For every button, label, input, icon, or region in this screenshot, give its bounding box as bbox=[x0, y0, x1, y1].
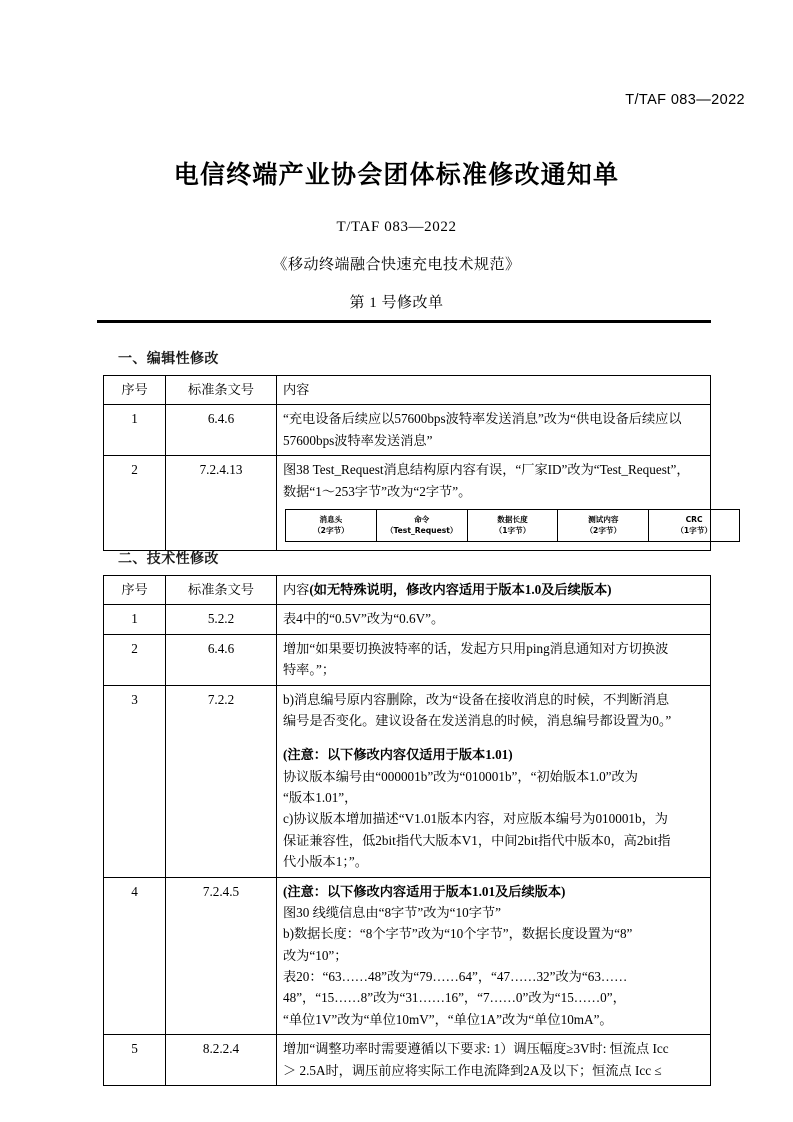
subtitle-standard-code: T/TAF 083—2022 bbox=[336, 219, 457, 235]
content-line: 代小版本1；”。 bbox=[283, 854, 368, 870]
field-size: （Test_Request） bbox=[385, 525, 458, 535]
cell-clause: 7.2.2 bbox=[166, 685, 277, 877]
cell-clause: 8.2.2.4 bbox=[166, 1035, 277, 1086]
content-spacer bbox=[283, 731, 704, 744]
field-name: 命令 bbox=[414, 514, 430, 524]
content-line: “版本1.01”， bbox=[283, 790, 358, 805]
column-header-content-note: (如无特殊说明，修改内容适用于版本1.0及后续版本) bbox=[309, 582, 612, 597]
content-line: 数据“1～253字节”改为“2字节”。 bbox=[283, 483, 472, 499]
table-row bbox=[104, 405, 711, 456]
technical-amendments-table bbox=[103, 575, 711, 1086]
column-header-no: 序号 bbox=[104, 376, 166, 405]
content-line: c)协议版本增加描述“V1.01版本内容，对应版本编号为010001b，为 bbox=[283, 811, 668, 827]
column-header-content-label: 内容 bbox=[283, 582, 310, 597]
table-row bbox=[104, 1035, 711, 1086]
cell-content bbox=[277, 405, 711, 456]
content-line: 增加“如果要切换波特率的话，发起方只用ping消息通知对方切换波 bbox=[283, 640, 669, 656]
message-field-command bbox=[376, 509, 467, 541]
cell-no: 1 bbox=[104, 405, 166, 456]
cell-content bbox=[277, 685, 711, 877]
cell-clause: 5.2.2 bbox=[166, 605, 277, 634]
table-header-row bbox=[104, 376, 711, 405]
content-line: 增加“调整功率时需要遵循以下要求: 1）调压幅度≥3V时: 恒流点 Icc bbox=[283, 1041, 669, 1057]
title-divider-rule bbox=[97, 320, 711, 323]
cell-no: 5 bbox=[104, 1035, 166, 1086]
content-line-note: (注意：以下修改内容仅适用于版本1.01) bbox=[283, 747, 513, 763]
cell-clause: 7.2.4.13 bbox=[166, 456, 277, 551]
content-line: 特率。”； bbox=[283, 662, 336, 678]
cell-no: 2 bbox=[104, 634, 166, 685]
cell-content bbox=[277, 877, 711, 1035]
content-line: 图38 Test_Request消息结构原内容有误，“厂家ID”改为“Test_Request”， bbox=[283, 462, 690, 478]
content-line: b)数据长度：“8个字节”改为“10个字节”，数据长度设置为“8” bbox=[283, 926, 633, 942]
field-size: （2字节） bbox=[313, 525, 349, 535]
table-header-row bbox=[104, 576, 711, 605]
cell-content bbox=[277, 456, 711, 551]
message-field-data-length bbox=[467, 509, 558, 541]
section-heading-editorial: 一、编辑性修改 bbox=[118, 351, 219, 367]
content-line: ＞ 2.5A时，调压前应将实际工作电流降到2A及以下；恒流点 Icc ≤ bbox=[283, 1062, 662, 1078]
content-line: 表4中的“0.5V”改为“0.6V”。 bbox=[283, 611, 445, 627]
editorial-amendments-table bbox=[103, 375, 711, 551]
cell-clause: 6.4.6 bbox=[166, 405, 277, 456]
table-row bbox=[104, 634, 711, 685]
column-header-clause: 标准条文号 bbox=[166, 576, 277, 605]
section-heading-technical: 二、技术性修改 bbox=[118, 551, 219, 567]
field-name: 数据长度 bbox=[497, 514, 528, 524]
content-line-note: (注意：以下修改内容适用于版本1.01及后续版本) bbox=[283, 883, 566, 899]
field-size: （1字节） bbox=[676, 525, 712, 535]
test-request-message-structure-figure bbox=[285, 509, 740, 542]
content-line: 编号是否变化。建议设备在发送消息的时候，消息编号都设置为0。” bbox=[283, 712, 672, 728]
header-standard-code: T/TAF 083—2022 bbox=[625, 92, 745, 108]
table-row bbox=[104, 877, 711, 1035]
content-line: “充电设备后续应以57600bps波特率发送消息”改为“供电设备后续应以 bbox=[283, 411, 682, 427]
page-title: 电信终端产业协会团体标准修改通知单 bbox=[173, 160, 620, 189]
table-row bbox=[104, 685, 711, 877]
content-line: 协议版本编号由“000001b”改为“010001b”，“初始版本1.0”改为 bbox=[283, 768, 638, 784]
content-line: 保证兼容性，低2bit指代大版本V1，中间2bit指代中版本0，高2bit指 bbox=[283, 832, 671, 848]
table-row bbox=[104, 456, 711, 551]
page-header bbox=[0, 92, 793, 108]
content-line: 57600bps波特率发送消息” bbox=[283, 432, 433, 448]
subtitle-amendment-number: 第 1 号修改单 bbox=[349, 295, 444, 311]
field-size: （1字节） bbox=[494, 525, 531, 535]
content-line: 图30 线缆信息由“8字节”改为“10字节” bbox=[283, 904, 501, 920]
content-line: “单位1V”改为“单位10mV”，“单位1A”改为“单位10mA”。 bbox=[283, 1011, 613, 1027]
cell-content bbox=[277, 634, 711, 685]
cell-clause: 6.4.6 bbox=[166, 634, 277, 685]
title-subblock bbox=[0, 219, 793, 312]
content-line: 48”，“15……8”改为“31……16”，“7……0”改为“15……0”， bbox=[283, 990, 626, 1006]
cell-content bbox=[277, 1035, 711, 1086]
column-header-content: 内容 bbox=[277, 376, 711, 405]
message-field-header bbox=[286, 509, 377, 541]
cell-clause: 7.2.4.5 bbox=[166, 877, 277, 1035]
content-line: 表20：“63……48”改为“79……64”，“47……32”改为“63…… bbox=[283, 969, 628, 984]
cell-no: 4 bbox=[104, 877, 166, 1035]
field-name: 消息头 bbox=[319, 514, 343, 524]
cell-content bbox=[277, 605, 711, 634]
field-name: 测试内容 bbox=[588, 514, 619, 524]
column-header-content bbox=[277, 576, 711, 605]
column-header-clause: 标准条文号 bbox=[166, 376, 277, 405]
subtitle-standard-name: 《移动终端融合快速充电技术规范》 bbox=[272, 257, 521, 273]
message-field-test-content bbox=[558, 509, 649, 541]
column-header-no: 序号 bbox=[104, 576, 166, 605]
message-struct-row bbox=[286, 509, 740, 541]
content-line: 改为“10”； bbox=[283, 947, 348, 963]
field-size: （2字节） bbox=[585, 525, 622, 535]
cell-no: 3 bbox=[104, 685, 166, 877]
message-field-crc bbox=[649, 509, 740, 541]
table-row bbox=[104, 605, 711, 634]
cell-no: 1 bbox=[104, 605, 166, 634]
cell-no: 2 bbox=[104, 456, 166, 551]
content-line: b)消息编号原内容删除，改为“设备在接收消息的时候，不判断消息 bbox=[283, 691, 670, 707]
field-name: CRC bbox=[685, 514, 703, 524]
